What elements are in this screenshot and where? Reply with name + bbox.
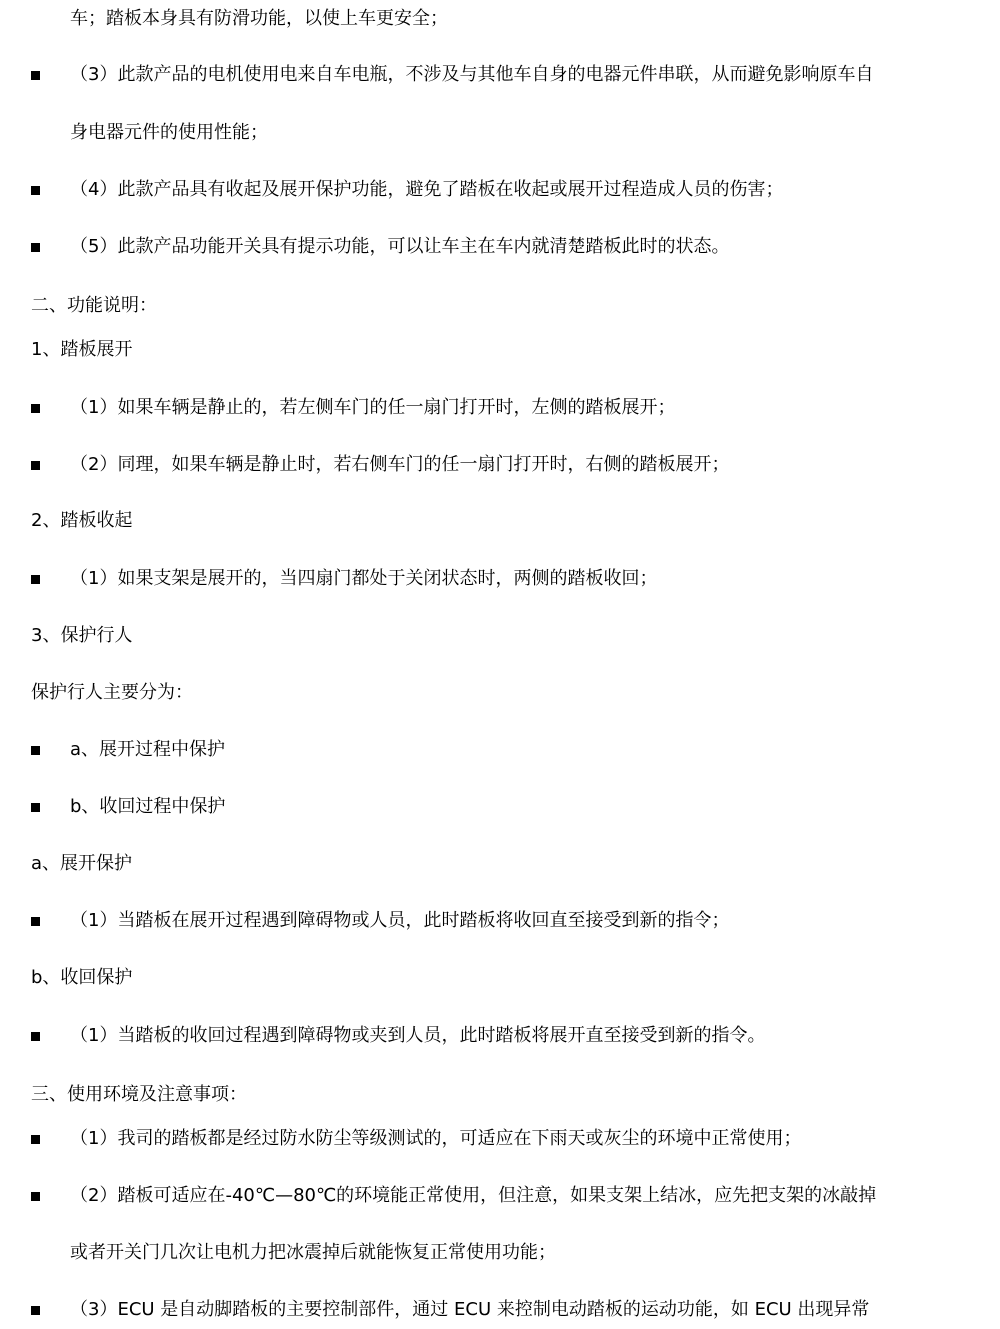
list-item: （3）ECU 是自动脚踏板的主要控制部件，通过 ECU 来控制电动踏板的运动功能，如 ECU 出现异常: [70, 1299, 870, 1320]
subsection-heading: b、收回保护: [31, 967, 133, 988]
paragraph-continuation: 或者开关门几次让电机力把冰震掉后就能恢复正常使用功能；: [70, 1242, 556, 1263]
paragraph-continuation: 车；踏板本身具有防滑功能，以使上车更安全；: [70, 8, 448, 29]
subsection-heading: 3、保护行人: [31, 625, 133, 646]
list-item: a、展开过程中保护: [70, 739, 226, 760]
section-heading: 三、使用环境及注意事项：: [31, 1084, 247, 1105]
list-item: （2）同理，如果车辆是静止时，若右侧车门的任一扇门打开时，右侧的踏板展开；: [70, 454, 730, 475]
list-item: （2）踏板可适应在-40℃—80℃的环境能正常使用，但注意，如果支架上结冰，应先把支架的冰敲掉: [70, 1185, 877, 1206]
bullet-icon: [31, 186, 40, 195]
bullet-icon: [31, 243, 40, 252]
list-item: （1）当踏板在展开过程遇到障碍物或人员，此时踏板将收回直至接受到新的指令；: [70, 910, 730, 931]
bullet-icon: [31, 404, 40, 413]
list-item: （4）此款产品具有收起及展开保护功能，避免了踏板在收起或展开过程造成人员的伤害；: [70, 179, 784, 200]
paragraph: 保护行人主要分为：: [31, 682, 193, 703]
bullet-icon: [31, 1032, 40, 1041]
bullet-icon: [31, 71, 40, 80]
list-item: （1）如果车辆是静止的，若左侧车门的任一扇门打开时，左侧的踏板展开；: [70, 397, 676, 418]
bullet-icon: [31, 1192, 40, 1201]
paragraph-continuation: 身电器元件的使用性能；: [70, 122, 268, 143]
subsection-heading: a、展开保护: [31, 853, 133, 874]
bullet-icon: [31, 575, 40, 584]
bullet-icon: [31, 1306, 40, 1315]
bullet-icon: [31, 917, 40, 926]
list-item: b、收回过程中保护: [70, 796, 226, 817]
bullet-icon: [31, 1135, 40, 1144]
list-item: （1）如果支架是展开的，当四扇门都处于关闭状态时，两侧的踏板收回；: [70, 568, 658, 589]
subsection-heading: 1、踏板展开: [31, 339, 133, 360]
subsection-heading: 2、踏板收起: [31, 510, 133, 531]
list-item: （1）我司的踏板都是经过防水防尘等级测试的，可适应在下雨天或灰尘的环境中正常使用；: [70, 1128, 802, 1149]
bullet-icon: [31, 461, 40, 470]
list-item: （5）此款产品功能开关具有提示功能，可以让车主在车内就清楚踏板此时的状态。: [70, 236, 730, 257]
list-item: （3）此款产品的电机使用电来自车电瓶，不涉及与其他车自身的电器元件串联，从而避免影响原车自: [70, 64, 874, 85]
section-heading: 二、功能说明：: [31, 295, 157, 316]
bullet-icon: [31, 803, 40, 812]
bullet-icon: [31, 746, 40, 755]
list-item: （1）当踏板的收回过程遇到障碍物或夹到人员，此时踏板将展开直至接受到新的指令。: [70, 1025, 766, 1046]
